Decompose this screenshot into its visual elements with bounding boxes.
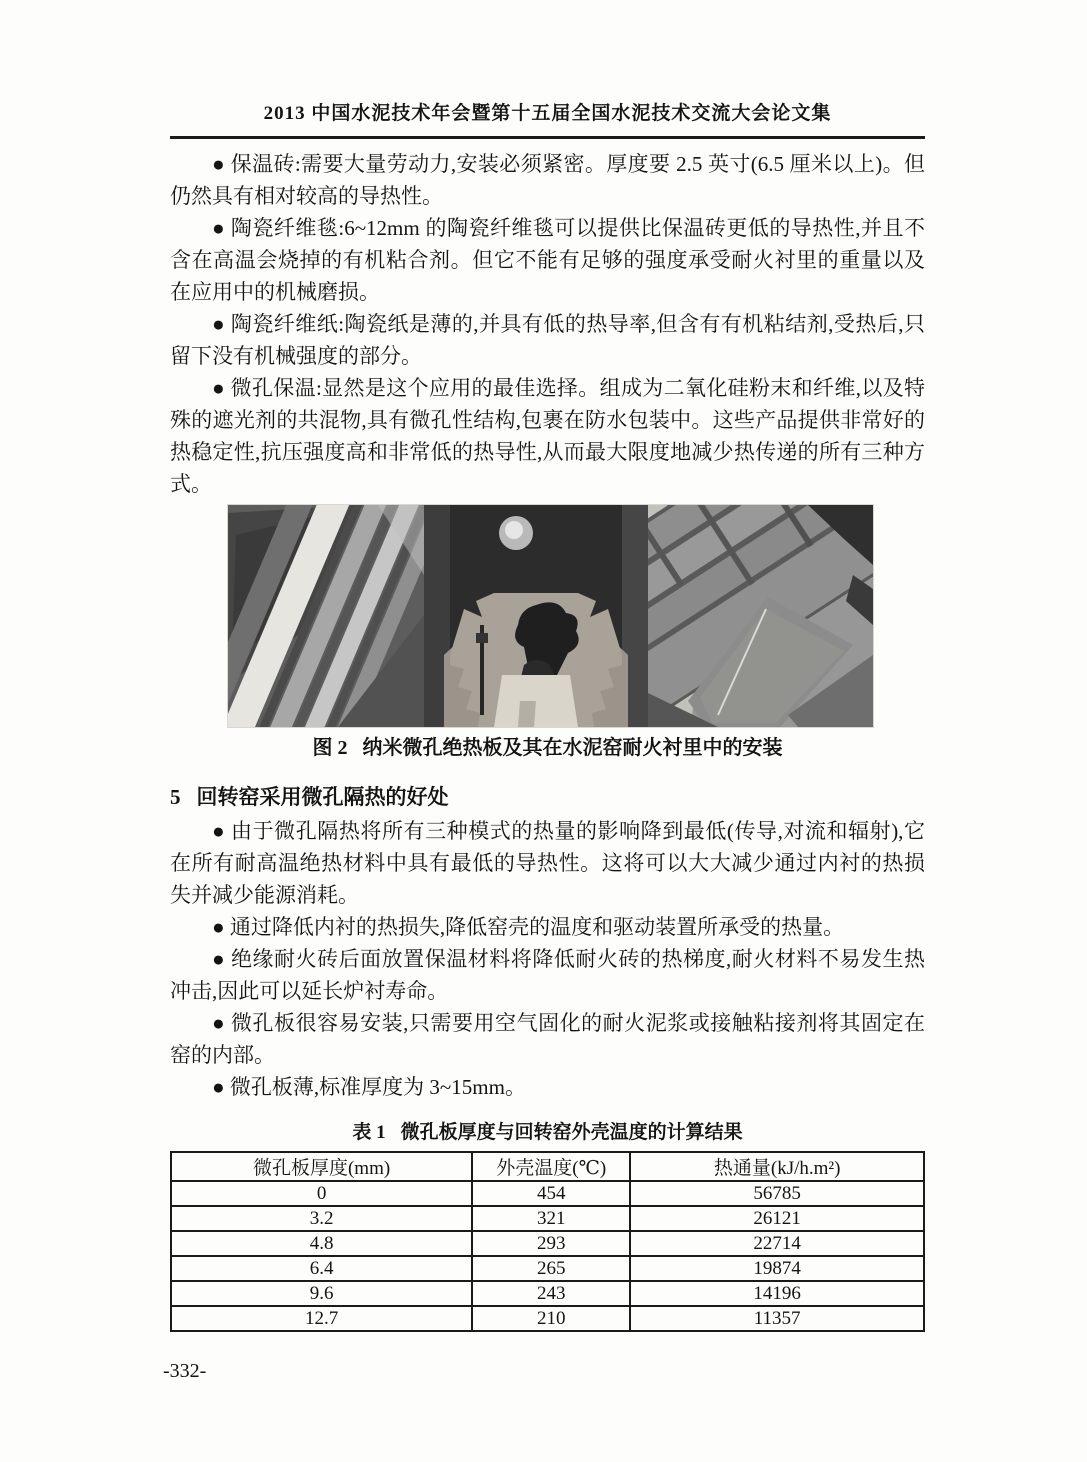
bullet-paragraph-ceramic-fiber-paper: ● 陶瓷纤维纸:陶瓷纸是薄的,并具有低的热导率,但含有有机粘结剂,受热后,只留下没有机械强度的部分。 [170, 312, 925, 368]
cell-thickness: 3.2 [171, 1206, 472, 1231]
cell-shell-temp: 293 [472, 1231, 630, 1256]
cell-heat-flux: 26121 [630, 1206, 924, 1231]
header-rule [170, 136, 925, 139]
cell-heat-flux: 19874 [630, 1256, 924, 1281]
table-row [171, 1231, 924, 1256]
cell-thickness: 9.6 [171, 1281, 472, 1306]
cell-shell-temp: 454 [472, 1181, 630, 1206]
section5-title: 回转窑采用微孔隔热的好处 [196, 785, 449, 809]
table1-header-row [171, 1152, 924, 1181]
figure2-photo-brick-lining [648, 505, 873, 727]
page-content [163, 102, 925, 1383]
table1-header-heat-flux: 热通量(kJ/h.m²) [630, 1152, 924, 1181]
cell-thickness: 6.4 [171, 1256, 472, 1281]
table-row [171, 1281, 924, 1306]
bullet-paragraph-thermal-gradient: ● 绝缘耐火砖后面放置保温材料将降低耐火砖的热梯度,耐火材料不易发生热冲击,因此可以延长炉衬寿命。 [170, 947, 925, 1003]
table-row [171, 1181, 924, 1206]
cell-thickness: 4.8 [171, 1231, 472, 1256]
figure2-caption-text: 纳米微孔绝热板及其在水泥窑耐火衬里中的安装 [362, 737, 783, 759]
table-row [171, 1256, 924, 1281]
bullet-paragraph-three-modes: ● 由于微孔隔热将所有三种模式的热量的影响降到最低(传导,对流和辐射),它在所有耐高温绝热材料中具有最低的导热性。这将可以大大减少通过内衬的热损失并减少能源消耗。 [170, 819, 925, 907]
page-number: -332- [163, 1360, 207, 1382]
bullet-paragraph-thin-board: ● 微孔板薄,标准厚度为 3~15mm。 [212, 1075, 526, 1099]
bullet-paragraph-microporous-insulation: ● 微孔保温:显然是这个应用的最佳选择。组成为二氧化硅粉末和纤维,以及特殊的遮光剂的共混物,具有微孔性结构,包裹在防水包装中。这些产品提供非常好的热稳定性,抗压强度高和非常低的热导性,从而最大限度地减少热传递的所有三种方式。 [170, 376, 925, 496]
cell-shell-temp: 210 [472, 1306, 630, 1331]
figure2-photo-kiln-interior-installation [424, 505, 648, 727]
bullet-paragraph-insulating-brick: ● 保温砖:需要大量劳动力,安装必须紧密。厚度要 2.5 英寸(6.5 厘米以上)。但仍然具有相对较高的导热性。 [170, 152, 925, 208]
table1-header-thickness: 微孔板厚度(mm) [171, 1152, 472, 1181]
cell-shell-temp: 321 [472, 1206, 630, 1231]
table1-caption-label: 表 1 [352, 1122, 386, 1143]
section5-heading [170, 783, 925, 811]
table1 [170, 1151, 925, 1332]
cell-shell-temp: 243 [472, 1281, 630, 1306]
figure2-photo-microporous-boards [228, 505, 424, 727]
table1-header-shell-temp: 外壳温度(℃) [472, 1152, 630, 1181]
cell-heat-flux: 56785 [630, 1181, 924, 1206]
cell-heat-flux: 11357 [630, 1306, 924, 1331]
table-row [171, 1306, 924, 1331]
bullet-paragraph-ceramic-fiber-blanket: ● 陶瓷纤维毯:6~12mm 的陶瓷纤维毯可以提供比保温砖更低的导热性,并且不含在高温会烧掉的有机粘合剂。但它不能有足够的强度承受耐火衬里的重量以及在应用中的机械磨损。 [170, 216, 925, 304]
figure2-caption-label: 图 2 [312, 737, 348, 759]
table-row [171, 1206, 924, 1231]
cell-heat-flux: 22714 [630, 1231, 924, 1256]
cell-thickness: 12.7 [171, 1306, 472, 1331]
figure2-caption [170, 735, 925, 761]
cell-shell-temp: 265 [472, 1256, 630, 1281]
table1-caption-text: 微孔板厚度与回转窑外壳温度的计算结果 [400, 1122, 743, 1143]
bullet-paragraph-easy-install: ● 微孔板很容易安装,只需要用空气固化的耐火泥浆或接触粘接剂将其固定在窑的内部。 [170, 1011, 925, 1067]
proceedings-header-title: 2013 中国水泥技术年会暨第十五届全国水泥技术交流大会论文集 [263, 103, 832, 124]
cell-heat-flux: 14196 [630, 1281, 924, 1306]
cell-thickness: 0 [171, 1181, 472, 1206]
figure2-photo-strip [228, 505, 873, 727]
section5-number: 5 [170, 785, 181, 809]
bullet-paragraph-shell-temperature: ● 通过降低内衬的热损失,降低窑壳的温度和驱动装置所承受的热量。 [212, 915, 845, 939]
table1-caption [170, 1120, 925, 1145]
